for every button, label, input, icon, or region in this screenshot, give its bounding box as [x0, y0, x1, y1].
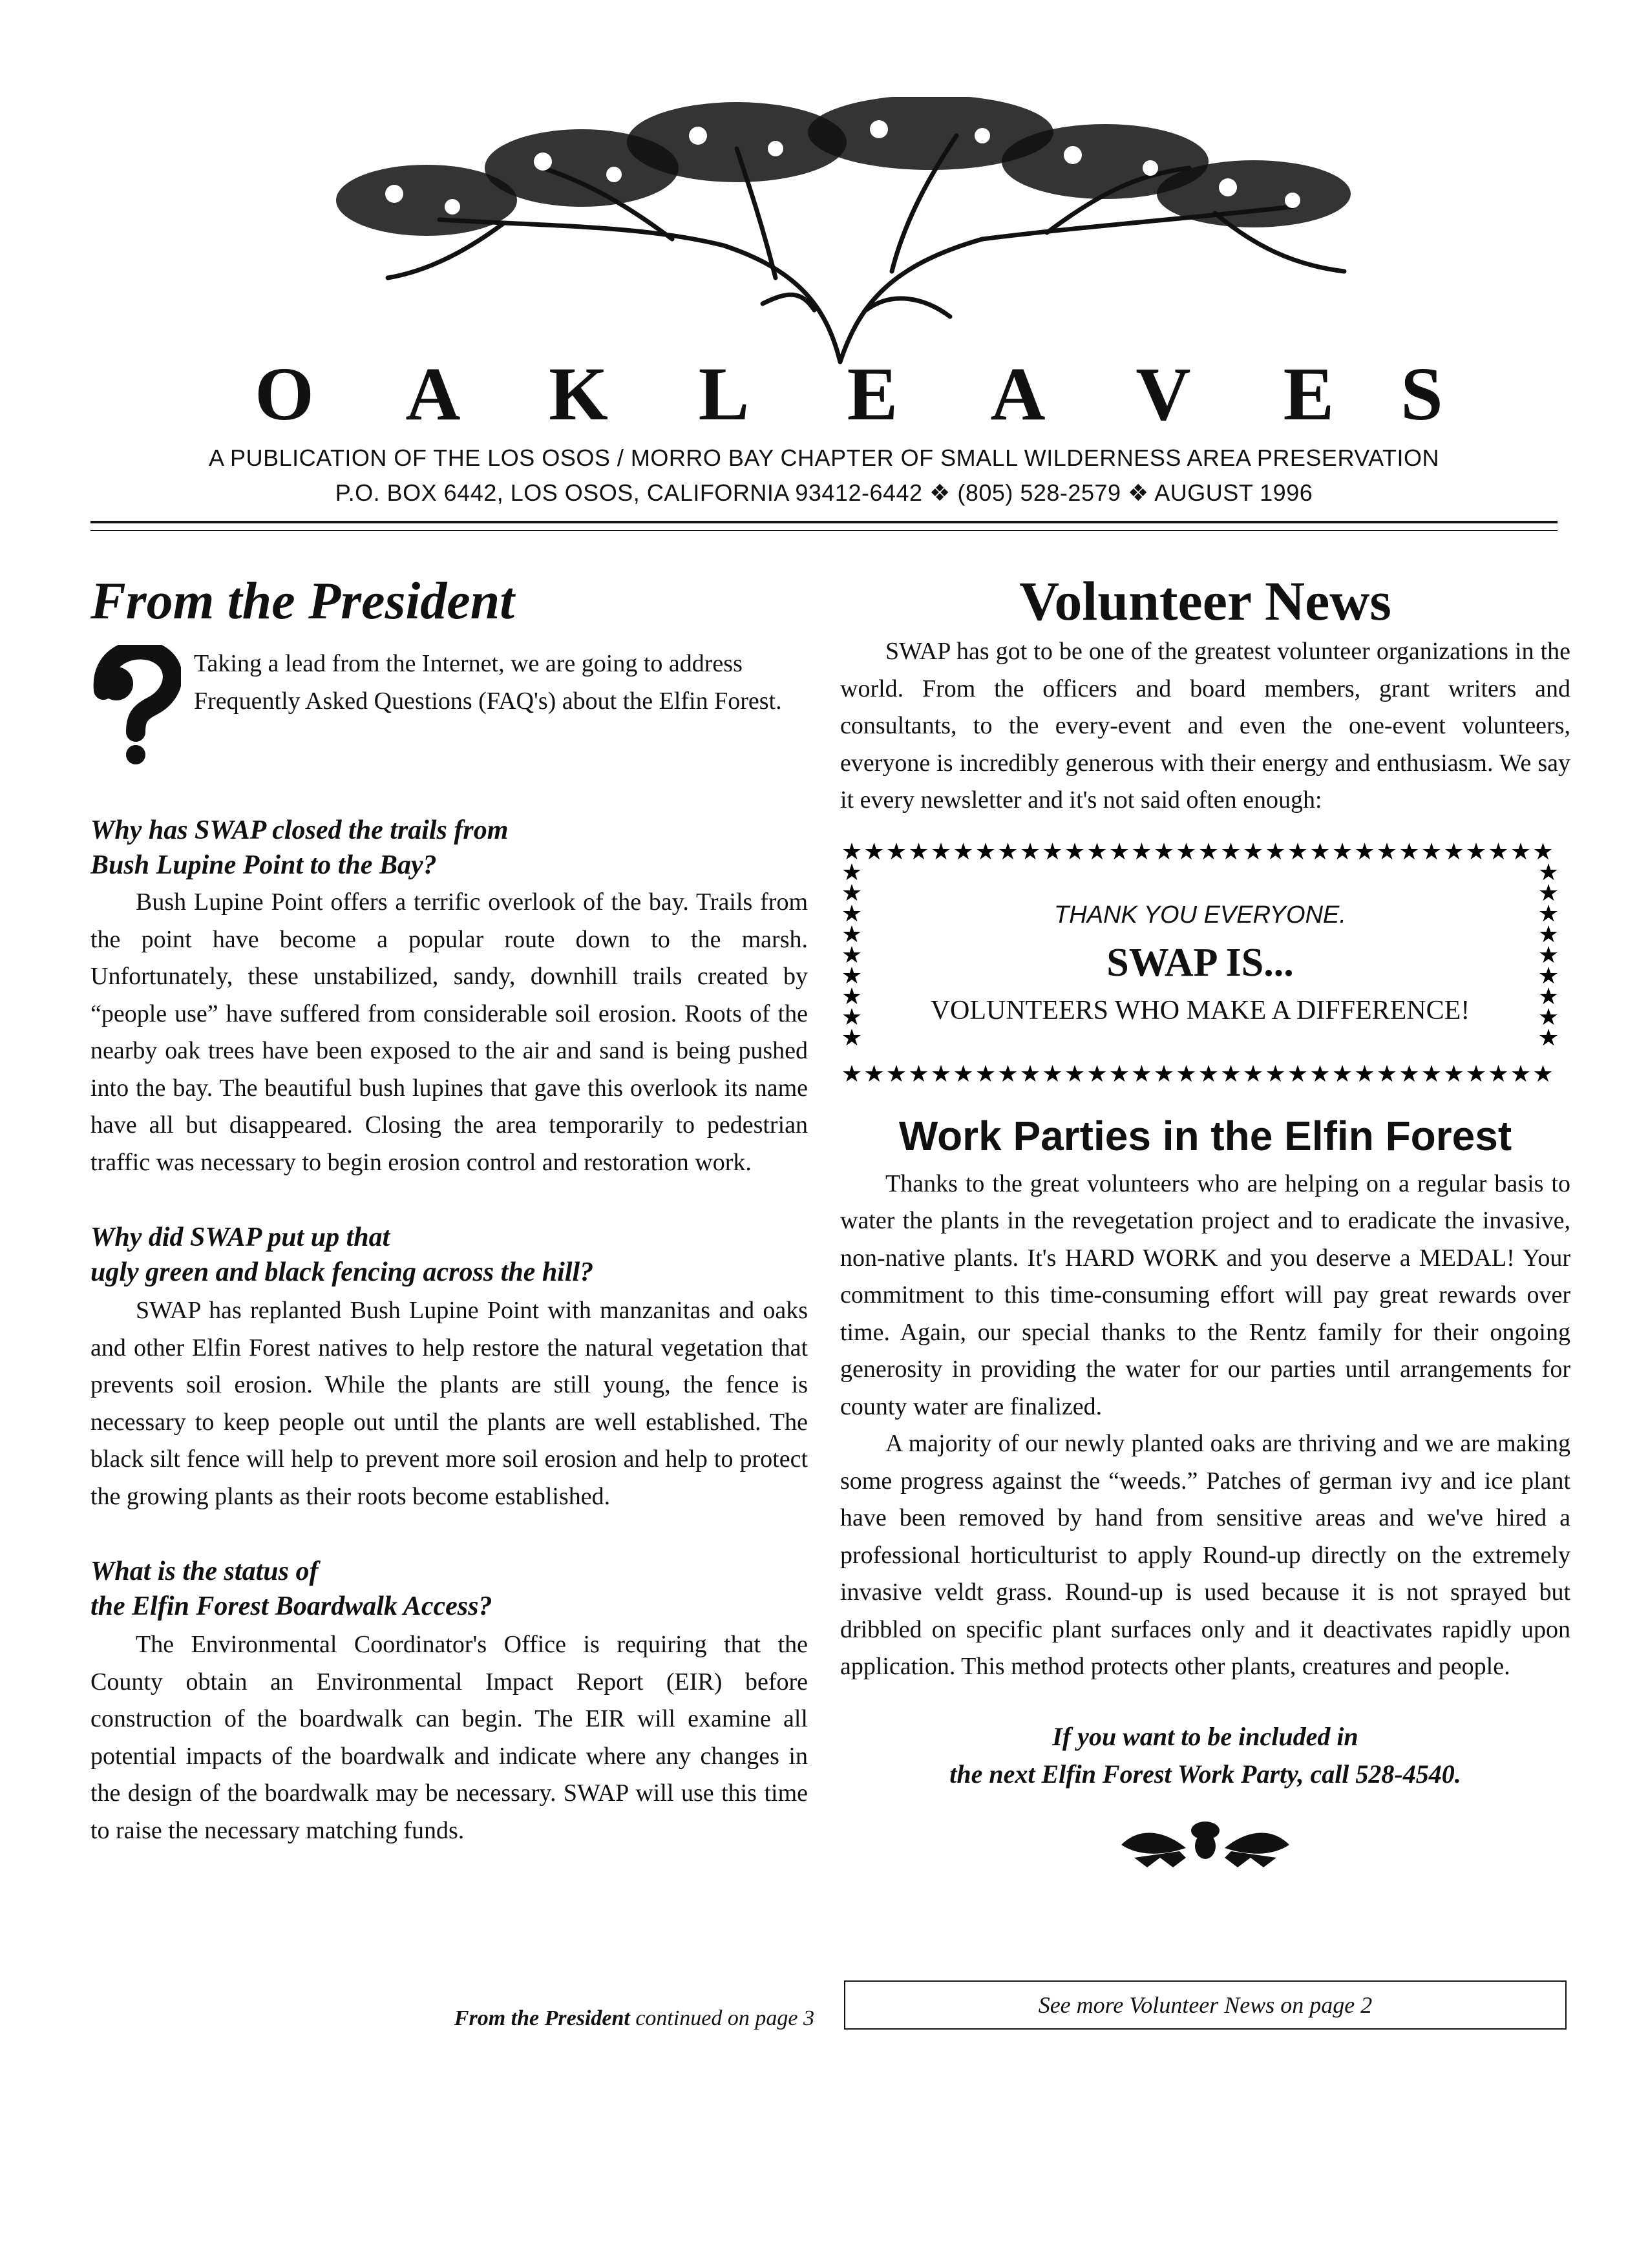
border-star: ★ — [1242, 1060, 1264, 1086]
border-star: ★ — [953, 839, 974, 865]
president-heading: From the President — [90, 571, 515, 630]
border-star: ★ — [841, 1003, 863, 1031]
title-letter: O — [255, 352, 314, 436]
border-star: ★ — [1354, 839, 1375, 865]
continued-note — [375, 2006, 814, 2031]
volunteer-intro: SWAP has got to be one of the greatest volunteer organizations in the world. From the officers and board members, grant writers and consultants, to the every-event and even the one-event volunteers, everyone is incredibly generous with their energy and enthusiasm. We say it every newsletter and it's not said often enough: — [840, 638, 1570, 814]
title-letter: A — [405, 352, 461, 436]
faq-question-line: ugly green and black fencing across the hill? — [90, 1257, 594, 1287]
thanks-box — [841, 840, 1559, 1086]
faq-answer: The Environmental Coordinator's Office is requiring that the County obtain an Environmental Impact Report (EIR) before construction of the boardwalk can begin. The EIR will examine all potential impacts of the boardwalk and indicate where any changes in the design of the boardwalk may be necessary. SWAP will use this time to raise the necessary matching funds. — [90, 1631, 808, 1844]
border-star: ★ — [1265, 1060, 1286, 1086]
border-star: ★ — [1537, 879, 1559, 907]
border-star: ★ — [1287, 839, 1309, 865]
faq-question-line: Why did SWAP put up that — [90, 1223, 390, 1252]
border-star: ★ — [1399, 1060, 1420, 1086]
president-intro — [90, 645, 808, 774]
border-star: ★ — [1537, 983, 1559, 1010]
border-star: ★ — [1153, 839, 1175, 865]
acorn-ornament-icon — [1108, 1812, 1302, 1871]
continued-note-bold: From the President — [454, 2006, 630, 2030]
border-star: ★ — [1153, 1060, 1175, 1086]
callout-line: the next Elfin Forest Work Party, call 528-4540. — [949, 1759, 1461, 1789]
border-star: ★ — [1421, 839, 1442, 865]
border-star: ★ — [1354, 1060, 1375, 1086]
border-star: ★ — [1019, 1060, 1041, 1086]
title-letter: V — [1136, 352, 1191, 436]
thanks-line: VOLUNTEERS WHO MAKE A DIFFERENCE! — [930, 995, 1470, 1025]
border-star: ★ — [1131, 1060, 1152, 1086]
faq-question-line: Why has SWAP closed the trails from — [90, 815, 509, 845]
work-parties-paragraph: Thanks to the great volunteers who are helping on a regular basis to water the plants in the revegetation project and to eradicate the invasive, non-native plants. It's HARD WORK and you deserve a MEDAL! Your commitment to this time-consuming effort will pay great rewards over time. Again, our special thanks to the Rentz family for their ongoing generosity in providing the water for our parties until arrangements for county water are finalized. — [840, 1170, 1570, 1420]
border-star: ★ — [1242, 839, 1264, 865]
border-star: ★ — [1287, 1060, 1309, 1086]
border-star: ★ — [841, 1060, 863, 1086]
president-column — [90, 569, 808, 1849]
border-star: ★ — [1399, 839, 1420, 865]
border-star: ★ — [1042, 839, 1063, 865]
border-star: ★ — [1064, 1060, 1086, 1086]
border-star: ★ — [975, 839, 997, 865]
border-star: ★ — [1421, 1060, 1442, 1086]
border-star: ★ — [863, 1060, 885, 1086]
border-star: ★ — [1331, 1060, 1353, 1086]
title-letter: A — [990, 352, 1046, 436]
border-star: ★ — [1537, 941, 1559, 969]
border-star: ★ — [1309, 839, 1331, 865]
border-star: ★ — [1376, 1060, 1398, 1086]
title-letter: S — [1400, 352, 1443, 436]
border-star: ★ — [1309, 1060, 1331, 1086]
border-star: ★ — [1265, 839, 1286, 865]
border-star: ★ — [908, 1060, 929, 1086]
masthead-rule-thick — [90, 521, 1558, 523]
volunteer-column — [840, 569, 1570, 1871]
border-star: ★ — [1220, 1060, 1241, 1086]
callout-line: If you want to be included in — [1052, 1721, 1358, 1751]
border-star: ★ — [1064, 839, 1086, 865]
border-star: ★ — [1532, 1060, 1554, 1086]
border-star: ★ — [1465, 1060, 1487, 1086]
work-parties-paragraph: A majority of our newly planted oaks are thriving and we are making some progress against the “weeds.” Patches of german ivy and ice plant have been removed by hand from sensitive areas and we've hired a professional horticulturist to apply Round-up directly on the extremely invasive veldt grass. Round-up is used because it is not sprayed but dribbled on specific plant surfaces only and it deactivates rapidly upon application. This method protects other plants, creatures and people. — [840, 1430, 1570, 1680]
faq-question-line: What is the status of — [90, 1557, 319, 1586]
border-star: ★ — [1537, 1003, 1559, 1031]
border-star: ★ — [1331, 839, 1353, 865]
work-party-callout — [840, 1718, 1570, 1793]
border-star: ★ — [1510, 1060, 1532, 1086]
border-star: ★ — [841, 983, 863, 1010]
title-letter: K — [549, 352, 608, 436]
volunteer-heading: Volunteer News — [1019, 570, 1391, 632]
work-parties-heading: Work Parties in the Elfin Forest — [898, 1112, 1512, 1159]
border-star: ★ — [1108, 839, 1130, 865]
border-star: ★ — [1376, 839, 1398, 865]
border-star: ★ — [1537, 1024, 1559, 1051]
thanks-line: THANK YOU EVERYONE. — [1054, 901, 1346, 929]
border-star: ★ — [1198, 839, 1220, 865]
border-star: ★ — [1176, 1060, 1197, 1086]
faq-question — [90, 813, 808, 883]
border-star: ★ — [908, 839, 929, 865]
masthead — [0, 0, 1648, 543]
border-star: ★ — [1131, 839, 1152, 865]
border-star: ★ — [841, 900, 863, 927]
thanks-headline: SWAP IS... — [1106, 940, 1294, 985]
masthead-rule-thin — [90, 530, 1558, 531]
border-star: ★ — [1198, 1060, 1220, 1086]
border-star: ★ — [1443, 839, 1464, 865]
border-star: ★ — [1086, 1060, 1108, 1086]
border-star: ★ — [863, 839, 885, 865]
faq-question-line: the Elfin Forest Boardwalk Access? — [90, 1591, 492, 1621]
border-star: ★ — [997, 1060, 1019, 1086]
border-star: ★ — [1488, 1060, 1509, 1086]
border-star: ★ — [975, 1060, 997, 1086]
publication-title — [0, 352, 1648, 436]
border-star: ★ — [930, 1060, 952, 1086]
border-star: ★ — [1510, 839, 1532, 865]
border-star: ★ — [1176, 839, 1197, 865]
border-star: ★ — [1443, 1060, 1464, 1086]
publication-address-line: P.O. BOX 6442, LOS OSOS, CALIFORNIA 93412-6442 ❖ (805) 528-2579 ❖ AUGUST 1996 — [335, 479, 1313, 506]
continued-note-rest: continued on page 3 — [629, 2006, 814, 2030]
border-star: ★ — [1220, 839, 1241, 865]
border-star: ★ — [841, 921, 863, 948]
border-star: ★ — [841, 962, 863, 989]
border-star: ★ — [841, 1024, 863, 1051]
faq-question — [90, 1554, 808, 1624]
border-star: ★ — [841, 839, 863, 865]
border-star: ★ — [1537, 900, 1559, 927]
border-star: ★ — [885, 839, 907, 865]
border-star: ★ — [1465, 839, 1487, 865]
border-star: ★ — [953, 1060, 974, 1086]
border-star: ★ — [1042, 1060, 1063, 1086]
publication-subtitle: A PUBLICATION OF THE LOS OSOS / MORRO BAY CHAPTER OF SMALL WILDERNESS AREA PRESERVATION — [209, 445, 1439, 471]
border-star: ★ — [1086, 839, 1108, 865]
border-star: ★ — [841, 879, 863, 907]
intro-text: Taking a lead from the Internet, we are going to address Frequently Asked Questions (FAQ's) about the Elfin Forest. — [194, 650, 782, 715]
border-star: ★ — [1019, 839, 1041, 865]
title-letter: E — [847, 352, 898, 436]
border-star: ★ — [1488, 839, 1509, 865]
border-star: ★ — [1532, 839, 1554, 865]
border-star: ★ — [1537, 962, 1559, 989]
border-star: ★ — [841, 941, 863, 969]
title-letter: E — [1283, 352, 1335, 436]
title-letter: L — [698, 352, 750, 436]
question-mark-icon — [90, 645, 181, 764]
border-star: ★ — [997, 839, 1019, 865]
border-star: ★ — [885, 1060, 907, 1086]
border-star: ★ — [1537, 859, 1559, 886]
oak-tree-logo-icon — [310, 97, 1370, 368]
faq-question — [90, 1220, 808, 1290]
see-more-box: See more Volunteer News on page 2 — [844, 1980, 1567, 2030]
border-star: ★ — [841, 859, 863, 886]
faq-answer: Bush Lupine Point offers a terrific overlook of the bay. Trails from the point have become a popular route down to the marsh. Unfortunately, these unstabilized, sandy, downhill trails created by “people use” have suffered from considerable soil erosion. Roots of the nearby oak trees have been exposed to the air and sand is being pushed into the bay. The beautiful bush lupines that gave this overlook its name have all but disappeared. Closing the area temporarily to pedestrian traffic was necessary to begin erosion control and restoration work. — [90, 888, 808, 1176]
faq-question-line: Bush Lupine Point to the Bay? — [90, 850, 437, 880]
border-star: ★ — [1537, 921, 1559, 948]
border-star: ★ — [930, 839, 952, 865]
border-star: ★ — [1108, 1060, 1130, 1086]
faq-answer: SWAP has replanted Bush Lupine Point with manzanitas and oaks and other Elfin Forest natives to help restore the natural vegetation that prevents soil erosion. While the plants are still young, the fence is necessary to keep people out until the plants are well established. The black silt fence will help to prevent more soil erosion and help to protect the growing plants as their roots become established. — [90, 1297, 808, 1510]
